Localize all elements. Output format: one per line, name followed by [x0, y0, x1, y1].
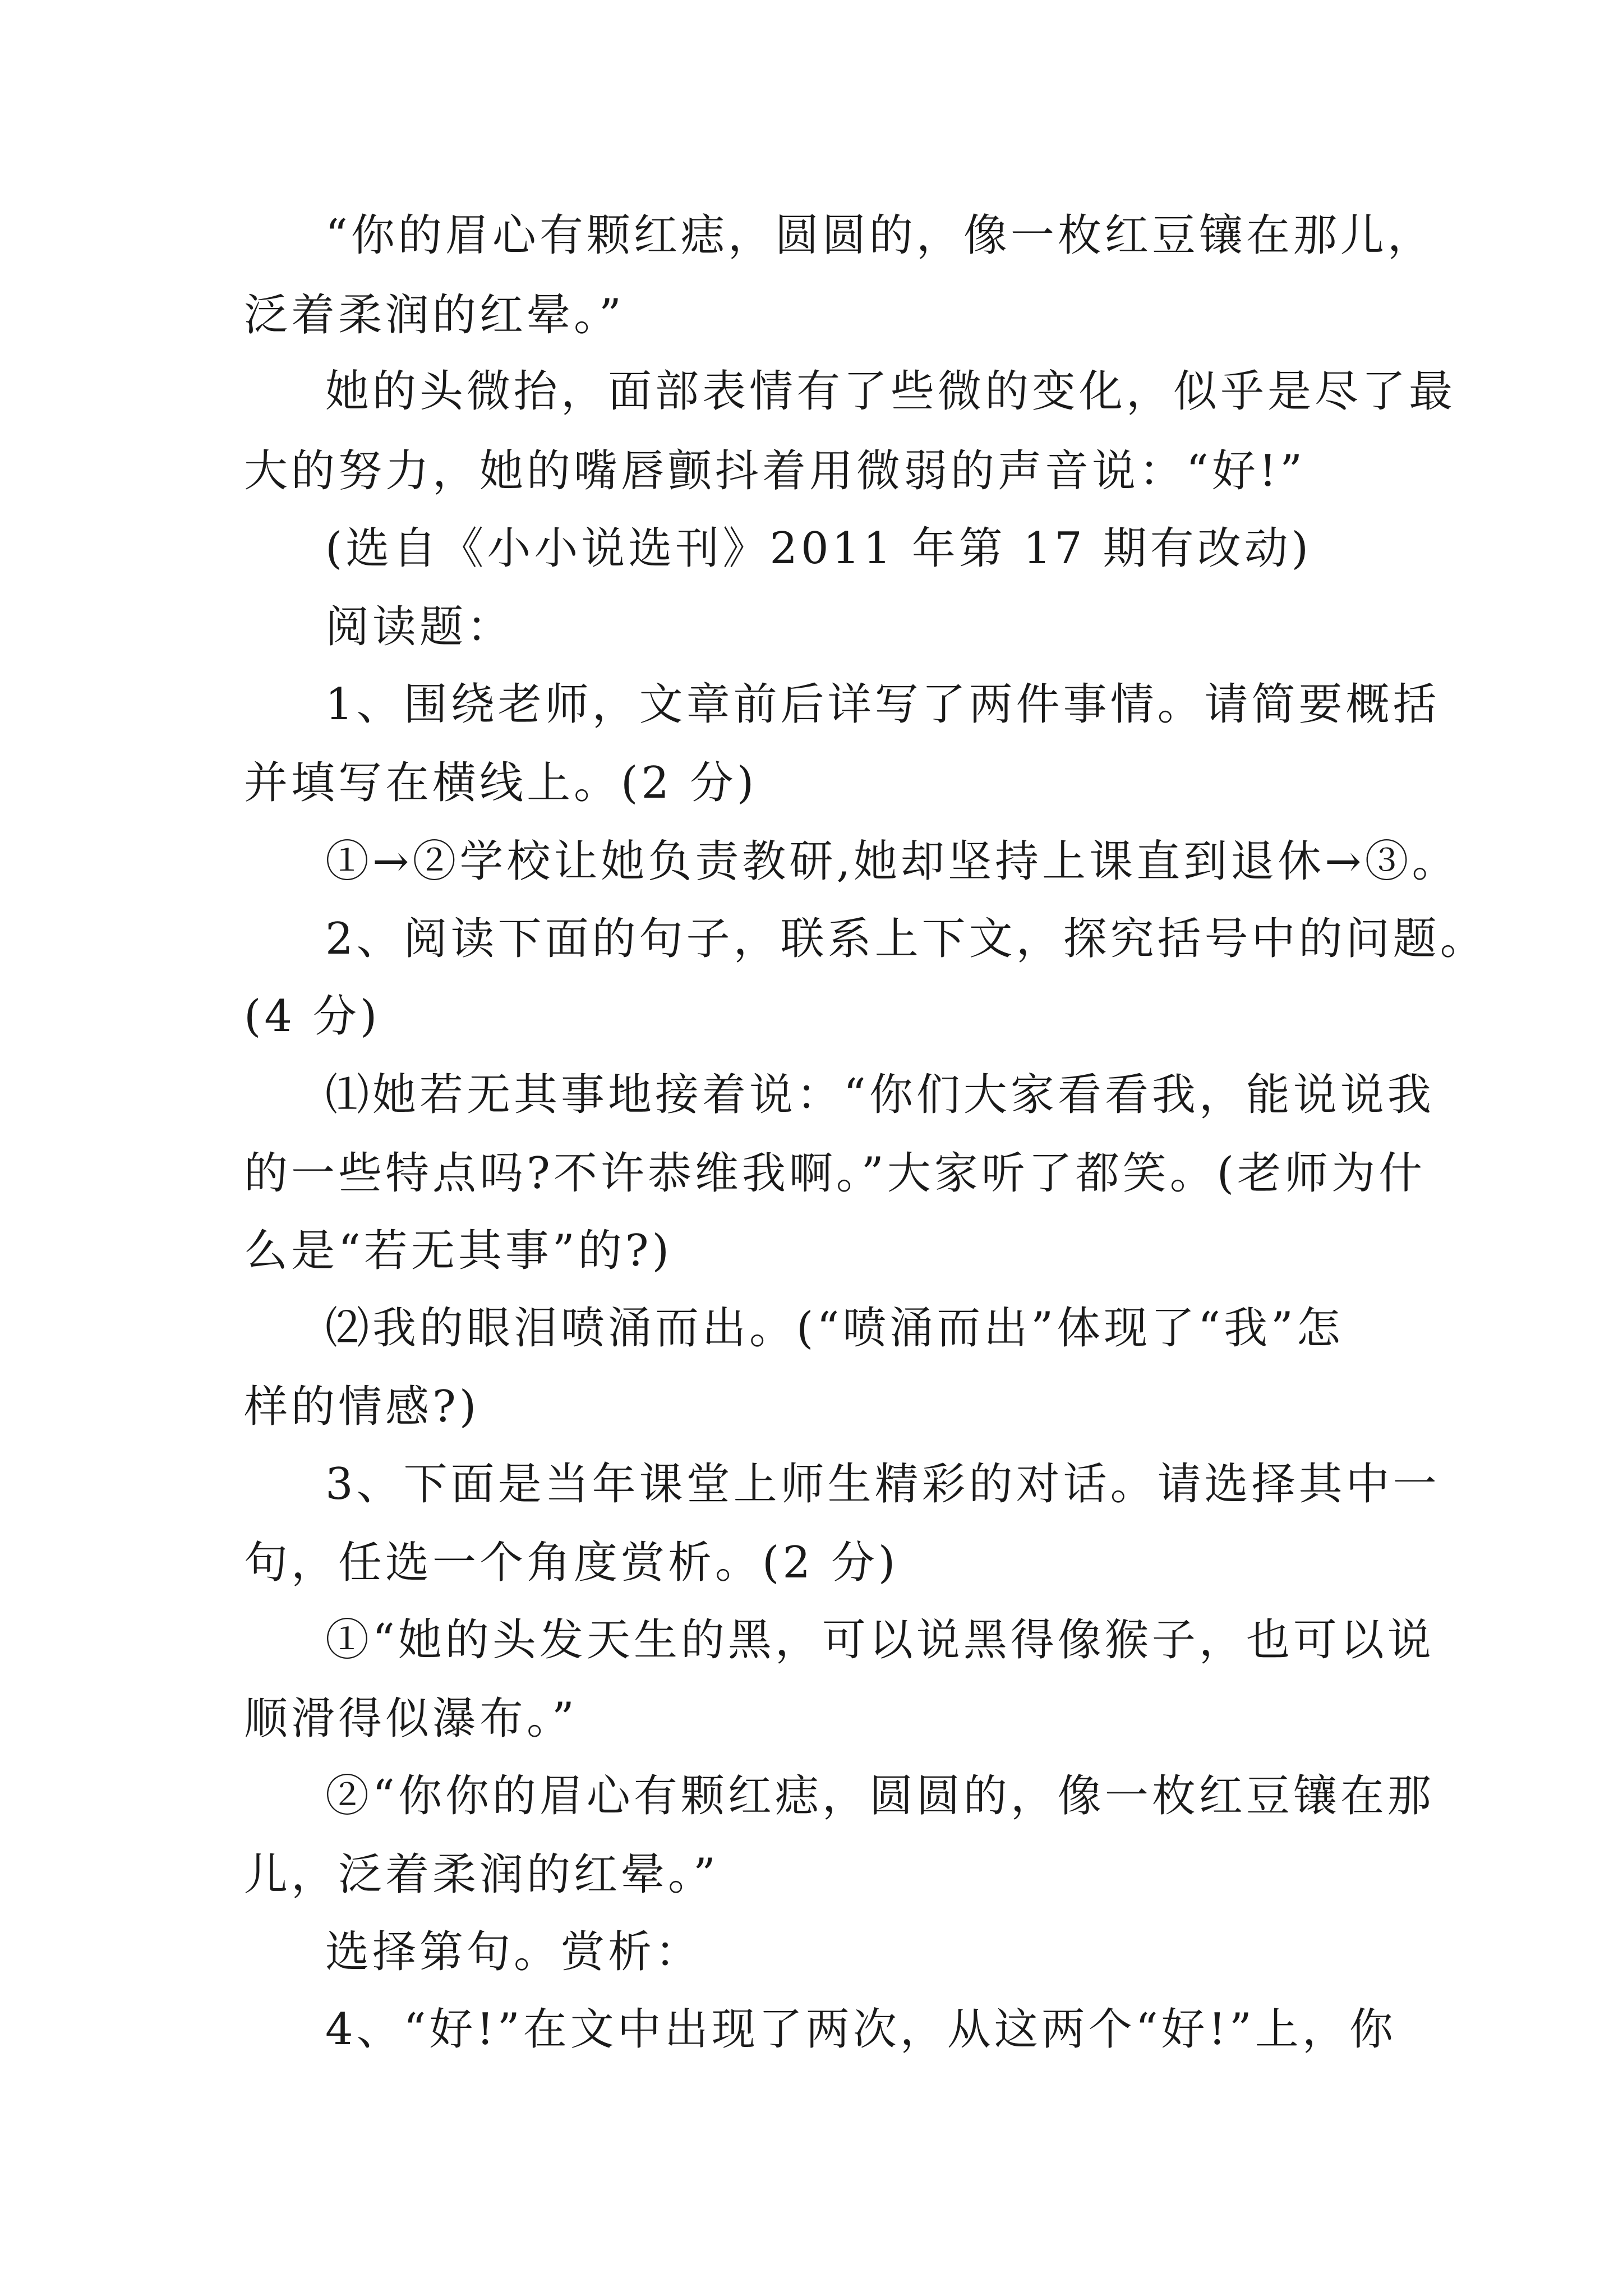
- text-line-3: 她的头微抬，面部表情有了些微的变化，似乎是尽了最: [325, 366, 1456, 417]
- question-2-item-1-line-3: 么是“若无其事”的?): [244, 1226, 673, 1276]
- question-2-line-1: 2、阅读下面的句子，联系上下文，探究括号中的问题。: [325, 914, 1487, 964]
- question-1-line-2: 并填写在横线上。(2 分): [244, 758, 758, 808]
- text-line-1: “你的眉心有颗红痣，圆圆的，像一枚红豆镶在那儿，: [325, 210, 1435, 261]
- question-3-option-1-line-1: ①“她的头发天生的黑，可以说黑得像猴子，也可以说: [325, 1615, 1435, 1665]
- question-2-item-2-line-2: 样的情感?): [244, 1382, 480, 1432]
- section-heading: 阅读题：: [325, 602, 514, 652]
- question-4-line-1: 4、“好!”在文中出现了两次，从这两个“好!”上，你: [325, 2004, 1396, 2055]
- text-line-2: 泛着柔润的红晕。”: [244, 290, 625, 341]
- question-3-option-2-line-2: 儿，泛着柔润的红晕。”: [244, 1849, 719, 1900]
- source-citation: (选自《小小说选刊》2011 年第 17 期有改动): [325, 523, 1312, 574]
- question-3-line-1: 3、下面是当年课堂上师生精彩的对话。请选择其中一: [325, 1459, 1440, 1510]
- question-3-line-2: 句，任选一个角度赏析。(2 分): [244, 1538, 899, 1588]
- question-3-answer-prompt: 选择第句。赏析：: [325, 1927, 703, 1977]
- question-2-line-2: (4 分): [244, 991, 381, 1042]
- question-2-item-1-line-2: 的一些特点吗?不许恭维我啊。”大家听了都笑。(老师为什: [244, 1148, 1426, 1199]
- text-line-4: 大的努力，她的嘴唇颤抖着用微弱的声音说：“好!”: [244, 446, 1306, 496]
- question-2-item-2-line-1: ⑵我的眼泪喷涌而出。(“喷涌而出”体现了“我”怎: [325, 1303, 1344, 1354]
- question-1-line-1: 1、围绕老师，文章前后详写了两件事情。请简要概括: [325, 679, 1440, 730]
- question-3-option-1-line-2: 顺滑得似瀑布。”: [244, 1694, 578, 1744]
- question-1-answer: ①→②学校让她负责教研,她却坚持上课直到退休→③。: [325, 836, 1459, 887]
- question-3-option-2-line-1: ②“你你的眉心有颗红痣，圆圆的，像一枚红豆镶在那: [325, 1771, 1435, 1821]
- question-2-item-1-line-1: ⑴她若无其事地接着说：“你们大家看看我，能说说我: [325, 1070, 1435, 1120]
